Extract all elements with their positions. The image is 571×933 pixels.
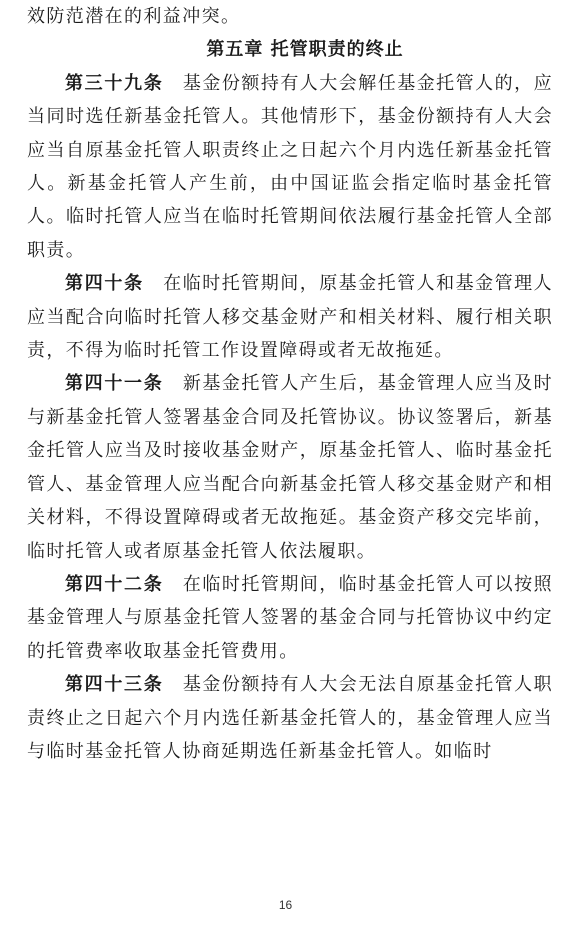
page-body xyxy=(27,0,553,768)
article-number: 第三十九条 xyxy=(65,72,164,94)
continuation-paragraph: 效防范潜在的利益冲突。 xyxy=(27,6,241,27)
article-text: 在临时托管期间，临时基金托管人可以按照基金管理人与原基金托管人签署的基金合同与托管协议中约定的托管费率收取基金托管费用。 xyxy=(27,573,553,662)
article-43 xyxy=(27,668,553,768)
article-text: 新基金托管人产生后，基金管理人应当及时与新基金托管人签署基金合同及托管协议。协议签署后，新基金托管人应当及时接收基金财产，原基金托管人、临时基金托管人、基金管理人应当配合向新基金托管人移交基金财产和相关材料，不得设置障碍或者无故拖延。基金资产移交完毕前，临时托管人或者原基金托管人依法履职。 xyxy=(27,373,553,562)
article-41 xyxy=(27,367,553,567)
article-39 xyxy=(27,67,553,267)
page-number: 16 xyxy=(278,898,293,912)
article-42 xyxy=(27,568,553,668)
article-40 xyxy=(27,267,553,367)
article-number: 第四十条 xyxy=(65,273,144,295)
article-text: 基金份额持有人大会无法自原基金托管人职责终止之日起六个月内选任新基金托管人的，基金管理人应当与临时基金托管人协商延期选任新基金托管人。如临时 xyxy=(27,674,553,762)
chapter-heading: 第五章 托管职责的终止 xyxy=(206,39,404,61)
article-number: 第四十三条 xyxy=(65,674,164,696)
article-text: 基金份额持有人大会解任基金托管人的，应当同时选任新基金托管人。其他情形下，基金份额持有人大会应当自原基金托管人职责终止之日起六个月内选任新基金托管人。新基金托管人产生前，由中国证监会指定临时基金托管人。临时托管人应当在临时托管期间依法履行基金托管人全部职责。 xyxy=(27,72,553,261)
article-text: 在临时托管期间，原基金托管人和基金管理人应当配合向临时托管人移交基金财产和相关材料、履行相关职责，不得为临时托管工作设置障碍或者无故拖延。 xyxy=(27,273,553,362)
article-number: 第四十二条 xyxy=(65,573,164,595)
article-number: 第四十一条 xyxy=(65,373,164,395)
